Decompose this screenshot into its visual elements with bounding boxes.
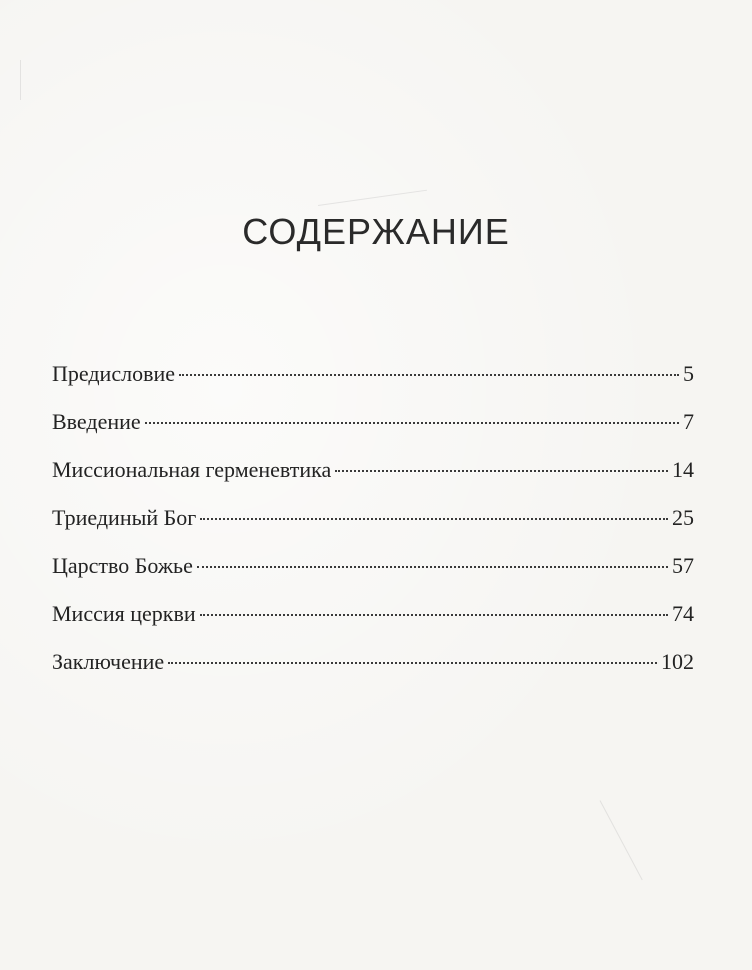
table-of-contents <box>52 358 694 694</box>
dot-leader <box>179 374 679 376</box>
page-title: СОДЕРЖАНИЕ <box>242 211 510 252</box>
dot-leader <box>200 614 668 616</box>
toc-entry-missional-hermeneutics <box>52 454 694 502</box>
toc-entry-page-number: 25 <box>672 505 694 530</box>
dot-leader <box>197 566 668 568</box>
toc-entry-page-number: 57 <box>672 553 694 578</box>
toc-entry-page-number: 14 <box>672 457 694 482</box>
toc-entry-triune-god <box>52 502 694 550</box>
dot-leader <box>335 470 668 472</box>
toc-entry-label: Миссиональная герменевтика <box>52 457 332 482</box>
toc-entry-introduction <box>52 406 694 454</box>
toc-entry-page-number: 7 <box>683 409 694 434</box>
toc-entry-conclusion <box>52 646 694 694</box>
toc-entry-label: Заключение <box>52 649 165 674</box>
toc-entry-label: Царство Божье <box>52 553 193 578</box>
toc-entry-kingdom-of-god <box>52 550 694 598</box>
toc-entry-label: Введение <box>52 409 141 434</box>
toc-entry-label: Триединый Бог <box>52 505 197 530</box>
toc-entry-label: Предисловие <box>52 361 175 386</box>
paper-mark <box>20 60 21 100</box>
toc-entry-preface <box>52 358 694 406</box>
toc-entry-page-number: 5 <box>683 361 694 386</box>
toc-entry-label: Миссия церкви <box>52 601 196 626</box>
paper-mark <box>600 800 643 880</box>
dot-leader <box>168 662 657 664</box>
toc-entry-mission-of-church <box>52 598 694 646</box>
toc-entry-page-number: 102 <box>661 649 694 674</box>
dot-leader <box>145 422 679 424</box>
dot-leader <box>200 518 668 520</box>
paper-mark <box>318 190 427 206</box>
toc-entry-page-number: 74 <box>672 601 694 626</box>
